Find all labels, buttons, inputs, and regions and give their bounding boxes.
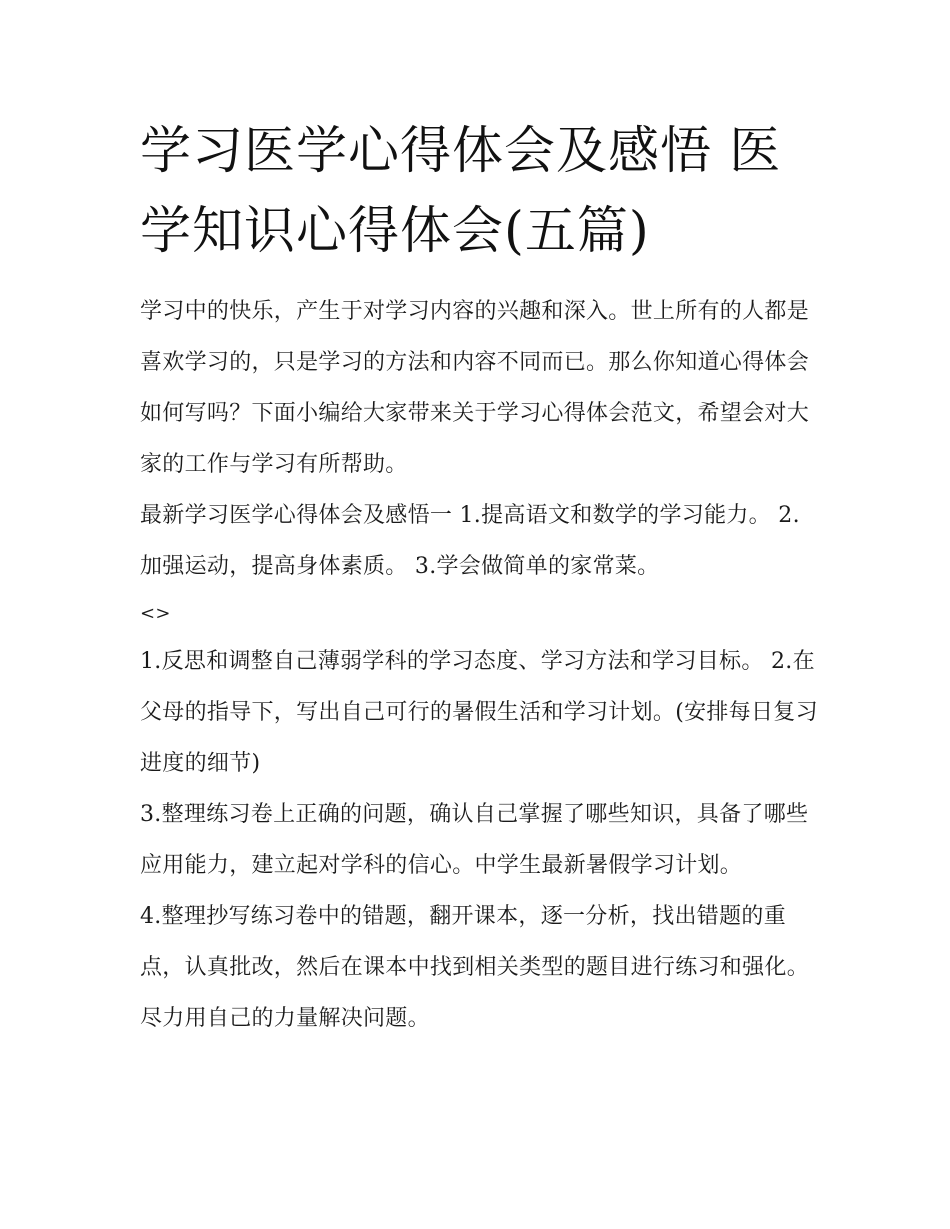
section-one-paragraph: 最新学习医学心得体会及感悟一 1.提高语文和数学的学习能力。 2.加强运动，提高身体素质。 3.学会做简单的家常菜。 <box>140 503 800 579</box>
item-paragraph-4: 4.整理抄写练习卷中的错题，翻开课本，逐一分析，找出错题的重点，认真批改，然后在课本中找到相关类型的题目进行练习和强化。尽力用自己的力量解决问题。 <box>140 904 810 1031</box>
intro-paragraph: 学习中的快乐，产生于对学习内容的兴趣和深入。世上所有的人都是喜欢学习的，只是学习的方法和内容不同而已。那么你知道心得体会如何写吗？下面小编给大家带来关于学习心得体会范文，希望会对大家的工作与学习有所帮助。 <box>140 299 810 477</box>
item-paragraph-1-2: 1.反思和调整自己薄弱学科的学习态度、学习方法和学习目标。 2.在父母的指导下，写出自己可行的暑假生活和学习计划。(安排每日复习进度的细节) <box>140 649 818 776</box>
document-page <box>140 112 820 1044</box>
document-title: 学习医学心得体会及感悟 医学知识心得体会(五篇) <box>140 122 782 261</box>
item-paragraph-3: 3.整理练习卷上正确的问题，确认自己掌握了哪些知识，具备了哪些应用能力，建立起对学科的信心。中学生最新暑假学习计划。 <box>140 802 809 878</box>
placeholder-marker: <> <box>140 603 171 624</box>
